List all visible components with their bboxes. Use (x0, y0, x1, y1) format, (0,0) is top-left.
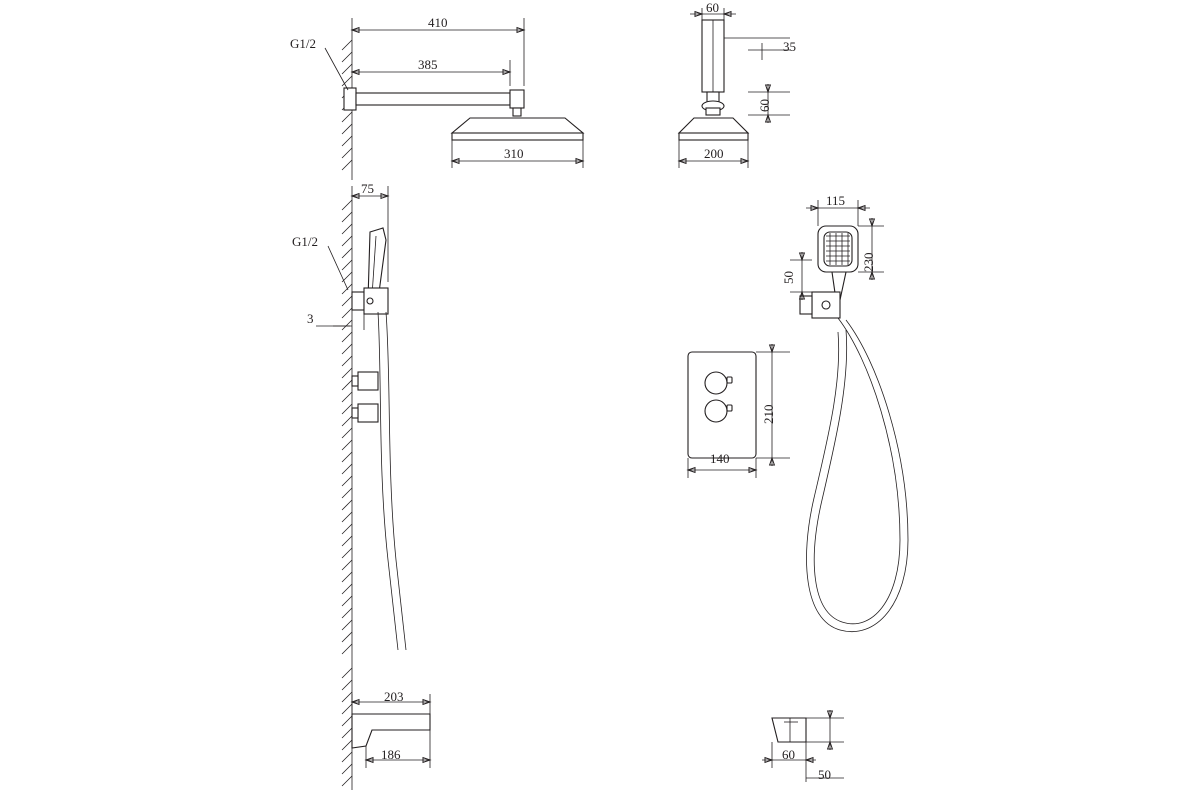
label-dim-410: 410 (428, 15, 448, 30)
view-rain-head-front (679, 8, 790, 168)
label-dim-385: 385 (418, 57, 438, 72)
label-dim-75: 75 (361, 181, 374, 196)
view-rain-head-side (325, 15, 583, 180)
label-dim-186: 186 (381, 747, 401, 762)
label-dim-203: 203 (384, 689, 404, 704)
view-hand-shower-holder (316, 186, 406, 660)
label-dim-210: 210 (761, 404, 776, 424)
label-dim-140: 140 (710, 451, 730, 466)
label-thread-g12-top: G1/2 (290, 36, 316, 51)
label-dim-310: 310 (504, 146, 524, 161)
label-dim-50-left: 50 (781, 271, 796, 284)
label-dim-60-bottom: 60 (782, 747, 795, 762)
label-dim-50-bottom: 50 (818, 767, 831, 782)
view-hand-shower (790, 200, 908, 632)
label-dim-60-right: 60 (757, 99, 772, 112)
label-dim-35: 35 (783, 39, 796, 54)
label-dim-230: 230 (861, 252, 876, 272)
label-dim-200: 200 (704, 146, 724, 161)
label-dim-115: 115 (826, 193, 846, 208)
label-dim-60-top: 60 (706, 0, 719, 15)
view-bath-spout-side (342, 660, 430, 790)
view-bath-spout-front (762, 710, 844, 782)
label-thread-g12-mid: G1/2 (292, 234, 318, 249)
label-dim-3: 3 (307, 311, 314, 326)
